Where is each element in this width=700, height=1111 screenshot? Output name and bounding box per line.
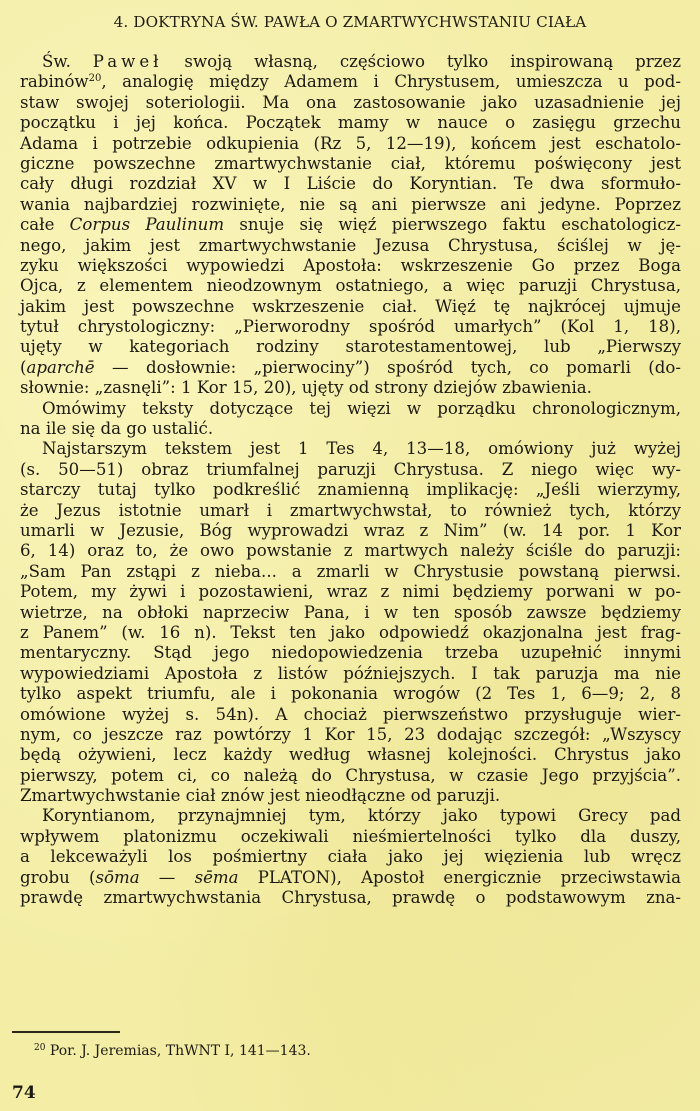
- text-run: na ile się da go ustalić.: [20, 419, 214, 439]
- running-head: 4. DOKTRYNA ŚW. PAWŁA O ZMARTWYCHWSTANIU CIAŁA: [113, 13, 587, 31]
- text-line: [20, 72, 681, 92]
- text-run: pierwszy, potem ci, co należą do Chrystusa, w czasie Jego przyjścia”.: [20, 765, 681, 785]
- text-line: [20, 827, 681, 847]
- text-run: swoją własną, częściowo tylko inspirowaną przez: [162, 52, 681, 71]
- text-line: [20, 52, 681, 72]
- footnote-number: 20: [34, 1043, 46, 1053]
- text-run: grobu (: [20, 867, 96, 887]
- text-run: (: [20, 357, 27, 377]
- text-line: [20, 868, 681, 888]
- text-run: Św.: [42, 52, 93, 71]
- text-line: [20, 460, 681, 480]
- text-line: [20, 664, 681, 684]
- text-run: wypowiedziami Apostoła z listów późniejszych. I tak paruzja ma nie: [20, 663, 681, 683]
- text-run: wietrze, na obłoki naprzeciw Pana, i w ten sposób zawsze będziemy: [20, 602, 681, 622]
- text-line: [20, 705, 681, 725]
- text-line: [20, 358, 681, 378]
- text-run: Adama i potrzebie odkupienia (Rz 5, 12—19), końcem jest eschatolo-: [20, 133, 681, 153]
- text-line: [20, 399, 681, 419]
- text-run: Paweł: [92, 52, 163, 71]
- text-run: Zmartwychwstanie ciał znów jest nieodłączne od paruzji.: [20, 786, 501, 806]
- text-run: Najstarszym tekstem jest 1 Tes 4, 13—18, omówiony już wyżej: [42, 439, 681, 459]
- text-run: starczy tutaj tylko podkreślić znamienną implikację: „Jeśli wierzymy,: [20, 480, 681, 500]
- text-run: , analogię między Adamem i Chrystusem, umieszcza u pod-: [101, 72, 681, 92]
- text-run: „Sam Pan zstąpi z nieba... a zmarli w Chrystusie powstaną pierwsi.: [20, 561, 681, 581]
- text-run: omówione wyżej s. 54n). A chociaż pierwszeństwo przysługuje wier-: [20, 704, 681, 724]
- text-line: [20, 317, 681, 337]
- text-line: [20, 297, 681, 317]
- text-line: [20, 501, 681, 521]
- text-line: [20, 888, 681, 908]
- text-line: [20, 806, 681, 826]
- page-number: 74: [12, 1083, 36, 1103]
- text-run: — dosłownie: „pierwociny”) spośród tych, co pomarli (do-: [94, 357, 681, 377]
- text-line: [20, 847, 681, 867]
- text-run: że Jezus istotnie umarł i zmartwychwstał, to również tych, którzy: [20, 500, 681, 520]
- text-run: a lekceważyli los pośmiertny ciała jako jej więzienia lub wręcz: [20, 847, 681, 867]
- text-run: Ojca, z elementem nieodzownym ostatniego, a więc paruzji Chrystusa,: [20, 276, 681, 296]
- text-line: [20, 215, 681, 235]
- text-run: nym, co jeszcze raz powtórzy 1 Kor 15, 23 dodając szczegół: „Wszyscy: [20, 724, 681, 744]
- text-line: [20, 276, 681, 296]
- body-text: [20, 52, 681, 908]
- text-line: [20, 541, 681, 561]
- footnote-text: Por. J. Jeremias, ThWNT I, 141—143.: [45, 1043, 311, 1059]
- text-run: zyku większości wypowiedzi Apostoła: wskrzeszenie Go przez Boga: [20, 255, 681, 275]
- text-line: [20, 439, 681, 459]
- text-line: [20, 562, 681, 582]
- text-line: [20, 195, 681, 215]
- text-line: [20, 582, 681, 602]
- text-run: Corpus Paulinum: [69, 215, 225, 235]
- text-line: [20, 725, 681, 745]
- text-line: [20, 521, 681, 541]
- text-line: [20, 113, 681, 133]
- text-run: PLATON), Apostoł energicznie przeciwstawia: [238, 867, 681, 887]
- text-line: [20, 236, 681, 256]
- text-run: sōma — sēma: [95, 867, 239, 887]
- text-run: wpływem platonizmu oczekiwali nieśmiertelności tylko dla duszy,: [20, 826, 681, 846]
- text-run: słownie: „zasnęli”: 1 Kor 15, 20), ujęty od strony dziejów zbawienia.: [20, 378, 592, 398]
- text-run: mentaryczny. Stąd jego niedopowiedzenia trzeba uzupełnić innymi: [20, 643, 681, 663]
- text-run: będą ożywieni, lecz każdy według własnej kolejności. Chrystus jako: [20, 745, 681, 765]
- text-run: 6, 14) oraz to, że owo powstanie z martwych należy ściśle do paruzji:: [20, 541, 681, 561]
- text-run: cały długi rozdział XV w I Liście do Koryntian. Te dwa sformuło-: [20, 174, 681, 194]
- text-run: Omówimy teksty dotyczące tej więzi w porządku chronologicznym,: [42, 398, 681, 418]
- text-run: ujęty w kategoriach rodziny starotestamentowej, lub „Pierwszy: [20, 337, 681, 357]
- text-line: [20, 93, 681, 113]
- text-run: nego, jakim jest zmartwychwstanie Jezusa Chrystusa, ściślej w ję-: [20, 235, 681, 255]
- text-run: giczne powszechne zmartwychwstanie ciał, któremu poświęcony jest: [20, 153, 681, 173]
- text-run: całe: [20, 215, 70, 235]
- text-line: [20, 378, 681, 398]
- text-run: tylko aspekt triumfu, ale i pokonania wrogów (2 Tes 1, 6—9; 2, 8: [20, 684, 681, 704]
- text-run: Koryntianom, przynajmniej tym, którzy jako typowi Grecy pad: [42, 806, 681, 826]
- text-run: prawdę zmartwychwstania Chrystusa, prawdę o podstawowym zna-: [20, 888, 681, 908]
- footnote-divider: [12, 1031, 120, 1033]
- text-line: [20, 623, 681, 643]
- text-line: [20, 745, 681, 765]
- text-run: (s. 50—51) obraz triumfalnej paruzji Chrystusa. Z niego więc wy-: [20, 459, 681, 479]
- text-line: [20, 643, 681, 663]
- text-run: tytuł chrystologiczny: „Pierworodny spośród umarłych” (Kol 1, 18),: [20, 317, 681, 337]
- text-line: [20, 480, 681, 500]
- text-run: z Panem” (w. 16 n). Tekst ten jako odpowiedź okazjonalna jest frag-: [20, 622, 681, 642]
- footnote-ref: 20: [88, 73, 102, 85]
- text-line: [20, 337, 681, 357]
- text-line: [20, 766, 681, 786]
- text-run: aparchē: [26, 357, 95, 377]
- text-run: początku i jej końca. Początek mamy w nauce o zasięgu grzechu: [20, 113, 681, 133]
- text-line: [20, 603, 681, 623]
- text-run: umarli w Jezusie, Bóg wyprowadzi wraz z Nim” (w. 14 por. 1 Kor: [20, 520, 681, 540]
- text-run: snuje się więź pierwszego faktu eschatologicz-: [224, 215, 681, 235]
- text-line: [20, 154, 681, 174]
- footnote: [34, 1043, 311, 1059]
- text-run: staw swojej soteriologii. Ma ona zastosowanie jako uzasadnienie jej: [20, 92, 681, 112]
- text-run: rabinów: [20, 72, 89, 92]
- text-run: Potem, my żywi i pozostawieni, wraz z nimi będziemy porwani w po-: [20, 582, 681, 602]
- text-run: wania najbardziej rozwinięte, nie są ani pierwsze ani jedyne. Poprzez: [20, 194, 681, 214]
- text-line: [20, 134, 681, 154]
- text-run: jakim jest powszechne wskrzeszenie ciał. Więź tę najkrócej ujmuje: [20, 296, 681, 316]
- text-line: [20, 786, 681, 806]
- text-line: [20, 419, 681, 439]
- text-line: [20, 256, 681, 276]
- text-line: [20, 174, 681, 194]
- text-line: [20, 684, 681, 704]
